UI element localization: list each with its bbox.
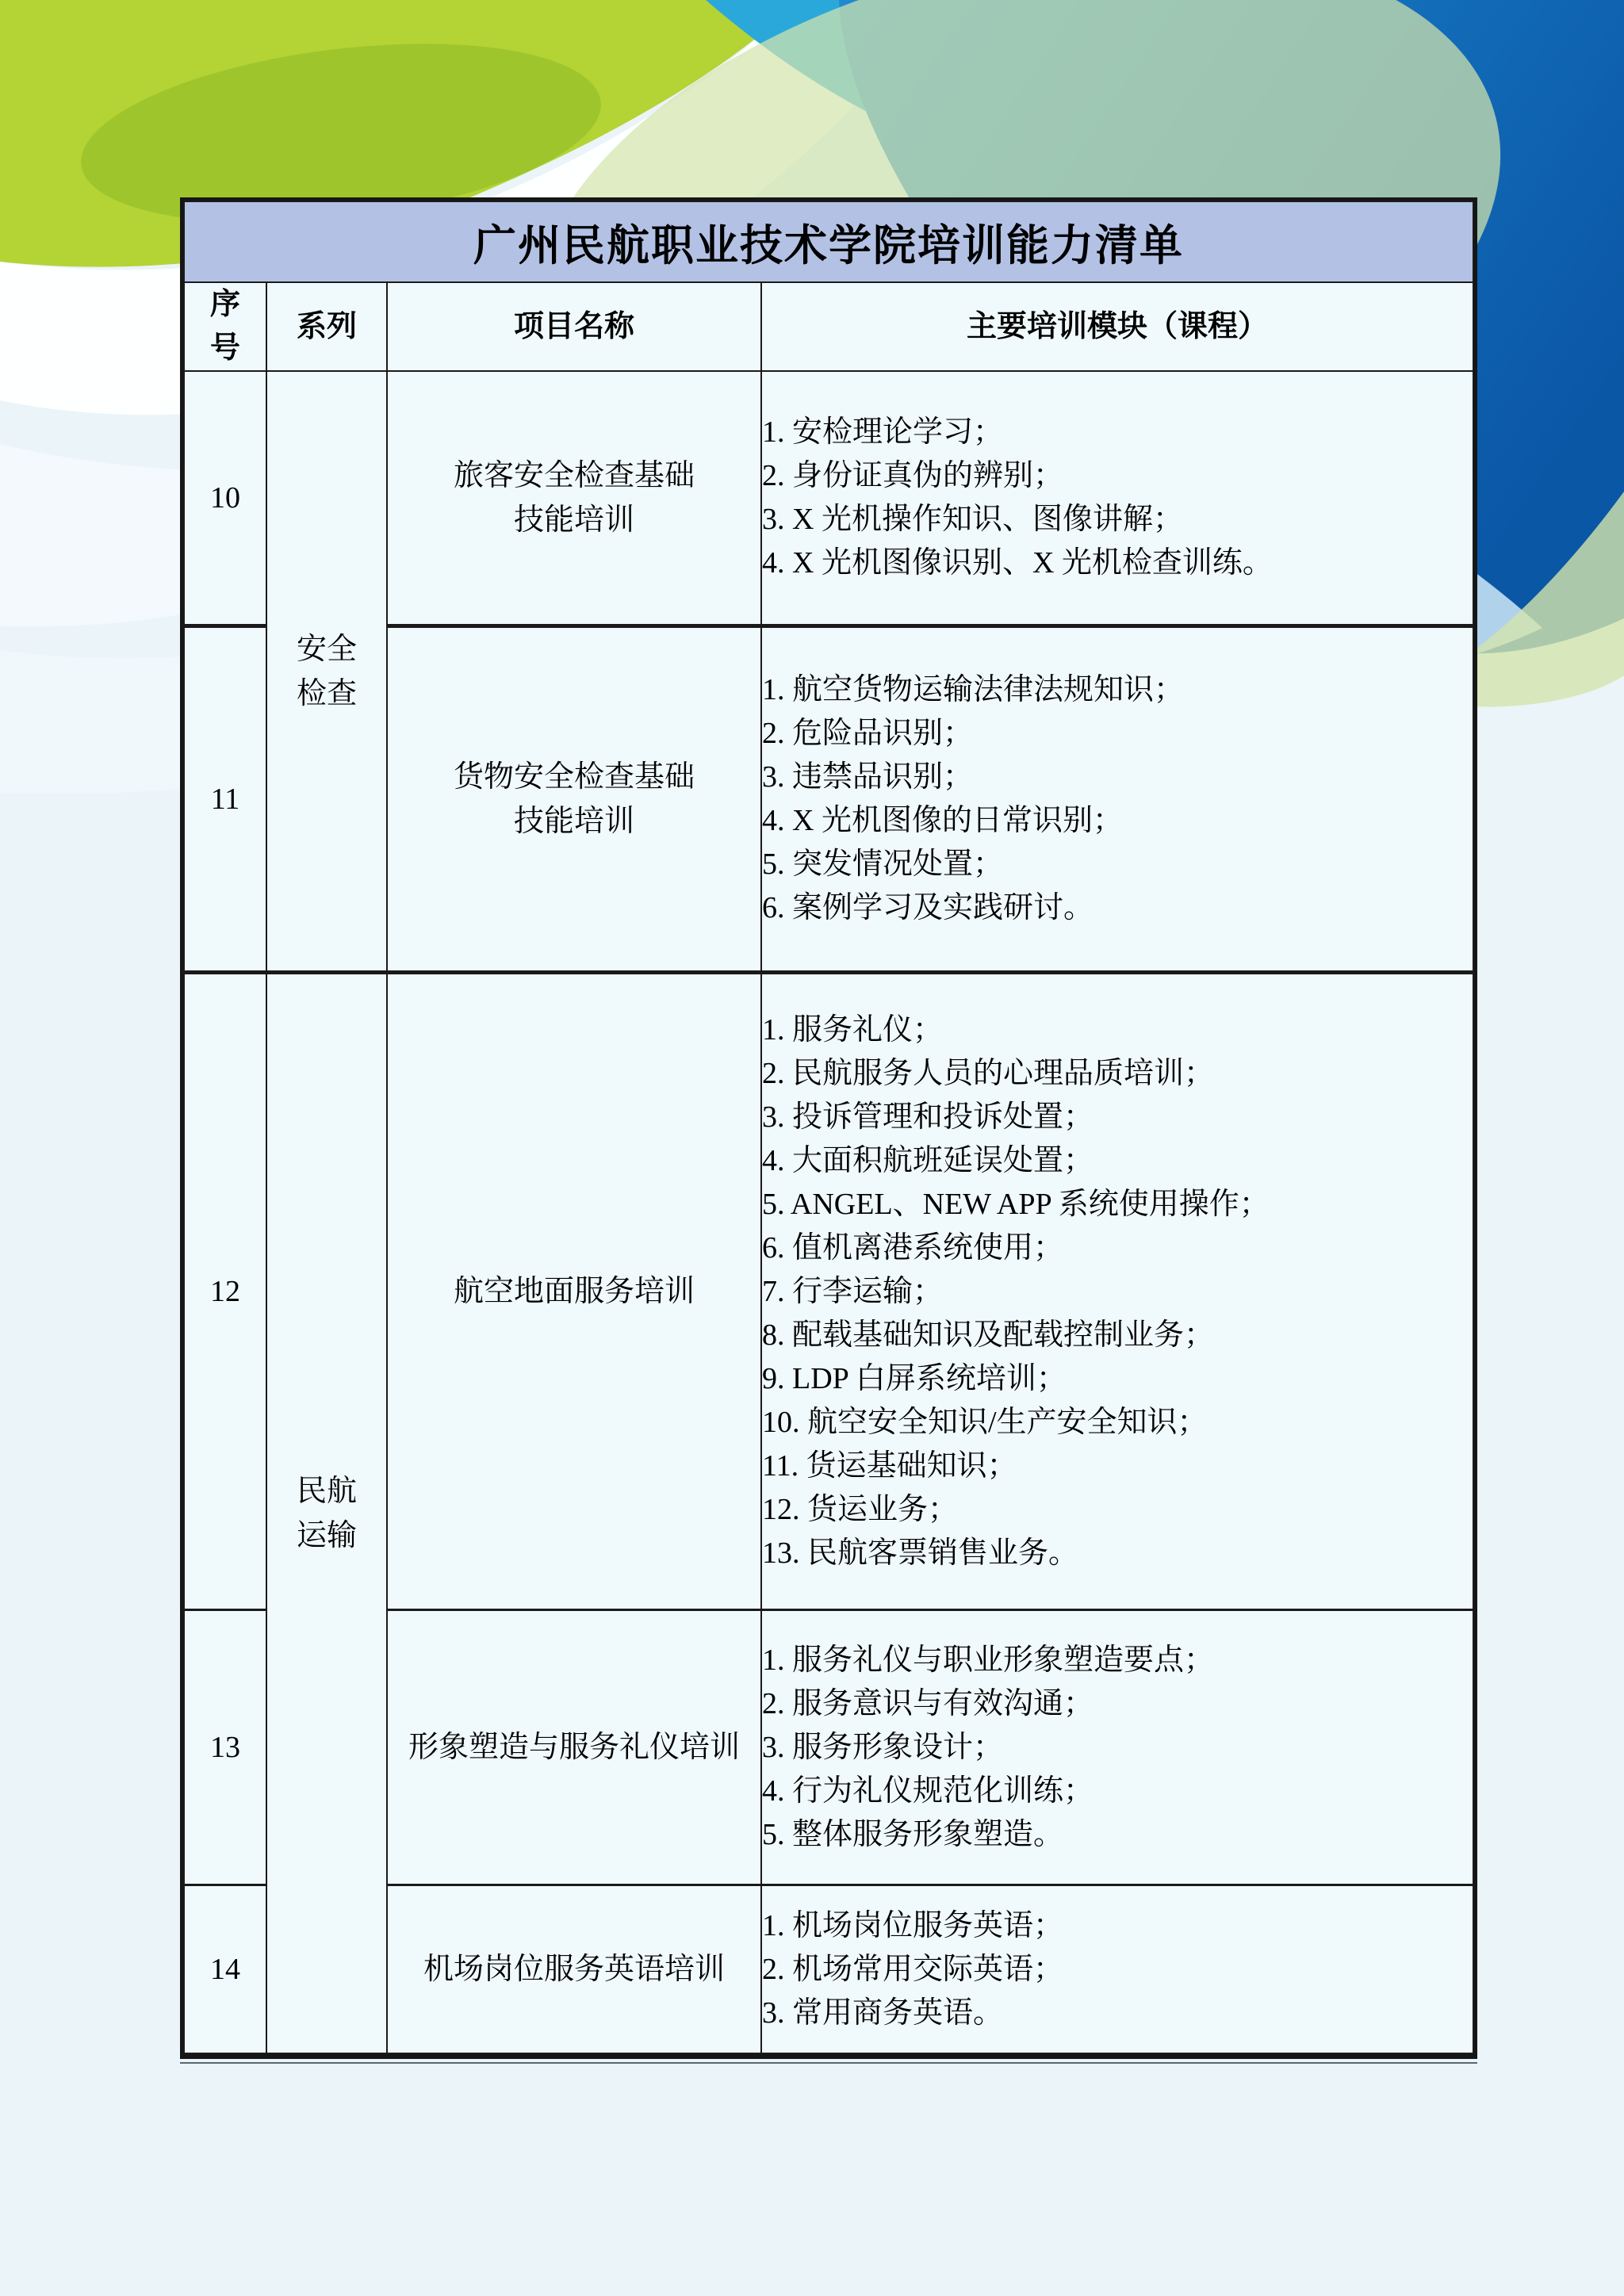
text-line: 1. 机场岗位服务英语； <box>762 1908 1064 1942</box>
text-line: 4. X 光机图像的日常识别； <box>762 804 1123 837</box>
text-line: 货物安全检查基础 <box>453 760 695 794</box>
text-line: 运输 <box>296 1519 357 1552</box>
header-series: 系列 <box>266 282 387 371</box>
text-line: 1. 航空货物运输法律法规知识； <box>762 673 1185 706</box>
project-name <box>387 1610 761 1885</box>
text-line: 3. 服务形象设计； <box>762 1730 1004 1764</box>
text-line: 航空地面服务培训 <box>453 1275 695 1308</box>
header-modules: 主要培训模块（课程） <box>761 282 1473 371</box>
table-row <box>184 371 1473 626</box>
text-line: 民航 <box>296 1475 357 1508</box>
modules-list <box>761 1610 1473 1885</box>
table-title-row <box>184 201 1473 282</box>
training-table-frame <box>180 197 1477 2059</box>
text-line: 技能培训 <box>513 503 634 537</box>
row-index: 11 <box>184 626 266 973</box>
text-line: 5. 整体服务形象塑造。 <box>762 1817 1064 1851</box>
text-line: 6. 值机离港系统使用； <box>762 1230 1064 1265</box>
text-line: 序 <box>209 288 240 321</box>
row-index: 13 <box>184 1610 266 1885</box>
text-line: 2. 身份证真伪的辨别； <box>762 459 1064 492</box>
training-table <box>183 201 1474 2054</box>
text-line: 1. 服务礼仪与职业形象塑造要点； <box>762 1643 1215 1677</box>
text-line: 12. 货运业务； <box>762 1492 959 1526</box>
page-title: 广州民航职业技术学院培训能力清单 <box>184 201 1473 282</box>
text-line: 旅客安全检查基础 <box>453 459 695 492</box>
text-line: 7. 行李运输； <box>762 1274 944 1308</box>
series-cell-security-check <box>266 371 387 973</box>
row-index: 10 <box>184 371 266 626</box>
text-line: 3. X 光机操作知识、图像讲解； <box>762 503 1183 536</box>
text-line: 11. 货运基础知识； <box>762 1448 1017 1483</box>
text-line: 3. 投诉管理和投诉处置； <box>762 1100 1094 1134</box>
text-line: 2. 服务意识与有效沟通； <box>762 1686 1094 1720</box>
text-line: 13. 民航客票销售业务。 <box>762 1536 1079 1570</box>
text-line: 安全 <box>296 632 357 666</box>
row-index: 14 <box>184 1885 266 2054</box>
text-line: 1. 安检理论学习； <box>762 415 1004 449</box>
text-line: 2. 机场常用交际英语； <box>762 1952 1064 1986</box>
text-line: 10. 航空安全知识/生产安全知识； <box>762 1405 1208 1439</box>
project-name <box>387 1885 761 2054</box>
text-line: 6. 案例学习及实践研讨。 <box>762 891 1094 924</box>
text-line: 形象塑造与服务礼仪培训 <box>408 1731 740 1764</box>
text-line: 1. 服务礼仪； <box>762 1012 944 1047</box>
text-line: 3. 违禁品识别； <box>762 760 974 794</box>
project-name <box>387 973 761 1610</box>
text-line: 5. 突发情况处置； <box>762 848 1004 881</box>
text-line: 3. 常用商务英语。 <box>762 1996 1004 2030</box>
table-header-row <box>184 282 1473 371</box>
text-line: 2. 危险品识别； <box>762 717 974 750</box>
text-line: 9. LDP 白屏系统培训； <box>762 1361 1067 1395</box>
modules-list <box>761 1885 1473 2054</box>
project-name <box>387 371 761 626</box>
header-index <box>184 282 266 371</box>
modules-list <box>761 371 1473 626</box>
text-line: 8. 配载基础知识及配载控制业务； <box>762 1318 1215 1352</box>
row-index: 12 <box>184 973 266 1610</box>
text-line: 4. X 光机图像识别、X 光机检查训练。 <box>762 546 1273 580</box>
text-line: 技能培训 <box>513 805 634 838</box>
modules-list <box>761 626 1473 973</box>
modules-list <box>761 973 1473 1610</box>
header-project: 项目名称 <box>387 282 761 371</box>
text-line: 机场岗位服务英语培训 <box>423 1953 725 1986</box>
project-name <box>387 626 761 973</box>
text-line: 检查 <box>296 676 357 710</box>
series-cell-civil-aviation-transport <box>266 973 387 2054</box>
text-line: 号 <box>209 331 240 365</box>
text-line: 2. 民航服务人员的心理品质培训； <box>762 1056 1215 1090</box>
text-line: 4. 行为礼仪规范化训练； <box>762 1774 1094 1808</box>
table-row <box>184 973 1473 1610</box>
text-line: 4. 大面积航班延误处置； <box>762 1143 1094 1177</box>
text-line: 5. ANGEL、NEW APP 系统使用操作； <box>762 1187 1270 1221</box>
